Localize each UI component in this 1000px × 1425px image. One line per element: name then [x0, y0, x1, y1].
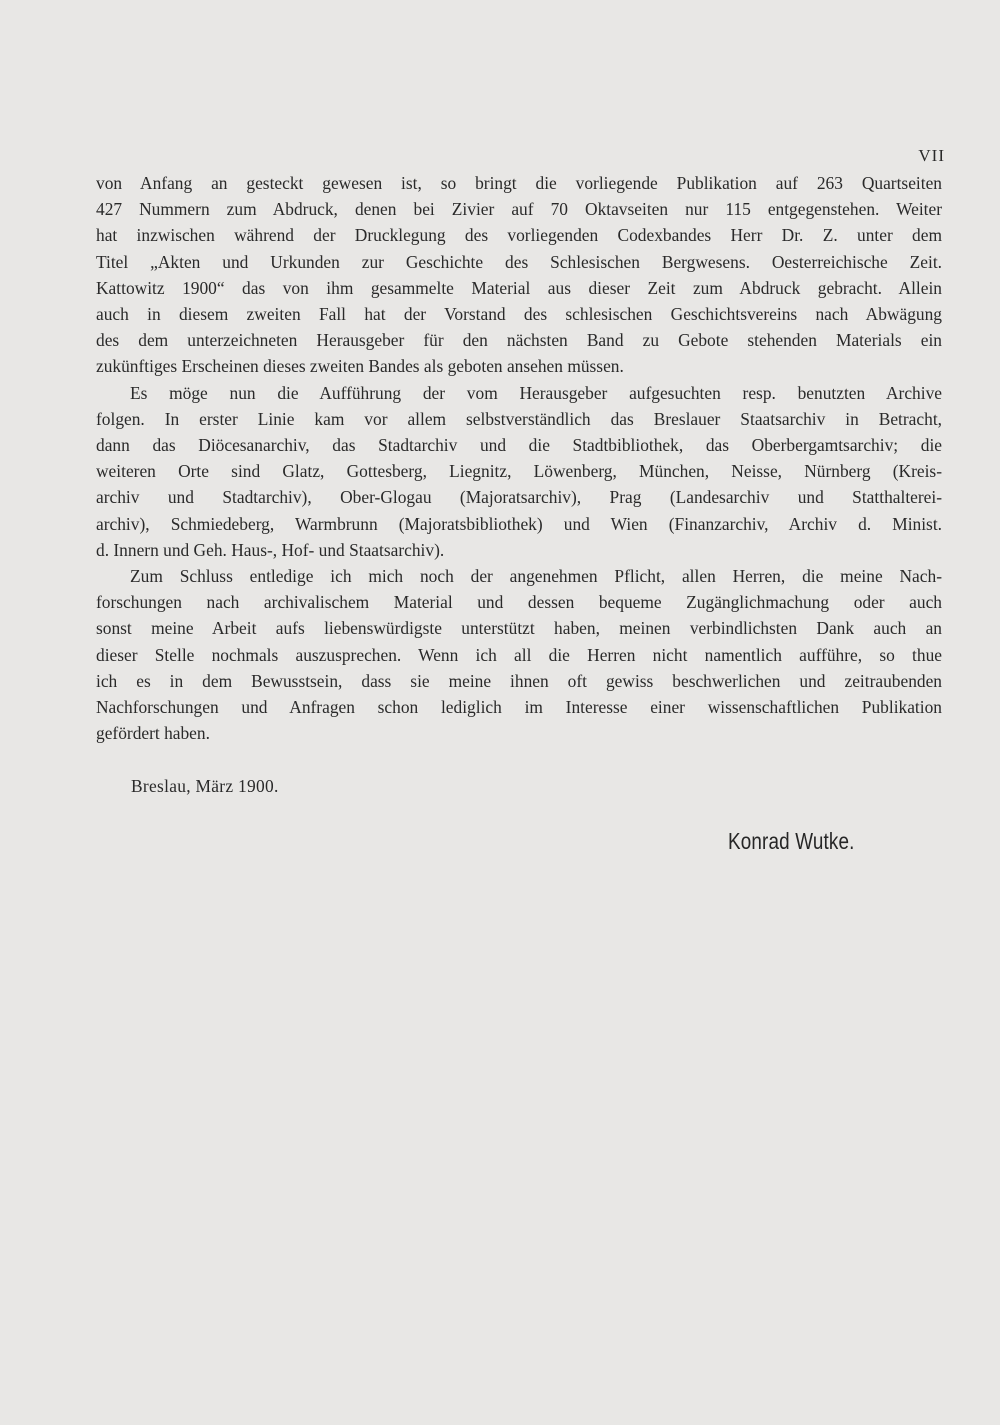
author-signature: Konrad Wutke.	[728, 828, 855, 854]
text-line: archiv), Schmiedeberg, Warmbrunn (Majoratsbibliothek) und Wien (Finanzarchiv, Archiv d. Minist.	[96, 513, 942, 534]
text-line: von Anfang an gesteckt gewesen ist, so bringt die vorliegende Publikation auf 263 Quartseiten	[96, 173, 942, 193]
text-line: Zum Schluss entledige ich mich noch der angenehmen Pflicht, allen Herren, die meine Nach-	[130, 566, 942, 587]
page-number: VII	[918, 146, 945, 165]
text-line: d. Innern und Geh. Haus-, Hof- und Staatsarchiv).	[96, 539, 445, 560]
text-line: Nachforschungen und Anfragen schon lediglich im Interesse einer wissenschaftlichen Publikation	[96, 697, 942, 718]
text-line: dieser Stelle nochmals auszusprechen. Wenn ich all die Herren nicht namentlich aufführe, so thue	[96, 644, 942, 665]
text-line: Kattowitz 1900“ das von ihm gesammelte Material aus dieser Zeit zum Abdruck gebracht. Allein	[96, 277, 942, 298]
text-line: Titel „Akten und Urkunden zur Geschichte des Schlesischen Bergwesens. Oesterreichische Zeit.	[96, 251, 942, 272]
text-line: Es möge nun die Aufführung der vom Herausgeber aufgesuchten resp. benutzten Archive	[130, 382, 942, 403]
place-date: Breslau, März 1900.	[131, 776, 279, 796]
text-line: zukünftiges Erscheinen dieses zweiten Bandes als geboten ansehen müssen.	[96, 356, 624, 377]
paragraph-archives	[96, 380, 942, 563]
paragraph-continued	[96, 170, 942, 380]
text-line: archiv und Stadtarchiv), Ober-Glogau (Majoratsarchiv), Prag (Landesarchiv und Statthalterei-	[96, 487, 942, 508]
text-line: weiteren Orte sind Glatz, Gottesberg, Liegnitz, Löwenberg, München, Neisse, Nürnberg (Kreis-	[96, 461, 942, 482]
text-line: 427 Nummern zum Abdruck, denen bei Zivier auf 70 Oktavseiten nur 115 entgegenstehen. Weiter	[96, 199, 942, 220]
text-line: auch in diesem zweiten Fall hat der Vorstand des schlesischen Geschichtsvereins nach Abwägung	[96, 304, 942, 325]
text-line: folgen. In erster Linie kam vor allem selbstverständlich das Breslauer Staatsarchiv in Betracht,	[96, 408, 942, 429]
text-line: dann das Diöcesanarchiv, das Stadtarchiv und die Stadtbibliothek, das Oberbergamtsarchiv; die	[96, 435, 942, 456]
text-line: sonst meine Arbeit aufs liebenswürdigste unterstützt haben, meinen verbindlichsten Dank auch an	[96, 618, 942, 639]
text-line: des dem unterzeichneten Herausgeber für den nächsten Band zu Gebote stehenden Materials ein	[96, 330, 942, 351]
paragraph-thanks	[96, 563, 942, 746]
text-line: gefördert haben.	[96, 723, 210, 744]
text-line: ich es in dem Bewusstsein, dass sie meine ihnen oft gewiss beschwerlichen und zeitraubenden	[96, 670, 942, 691]
text-line: forschungen nach archivalischem Material und dessen bequeme Zugänglichmachung oder auch	[96, 592, 942, 613]
text-line: hat inzwischen während der Drucklegung des vorliegenden Codexbandes Herr Dr. Z. unter dem	[96, 225, 942, 246]
body-text	[96, 170, 942, 746]
